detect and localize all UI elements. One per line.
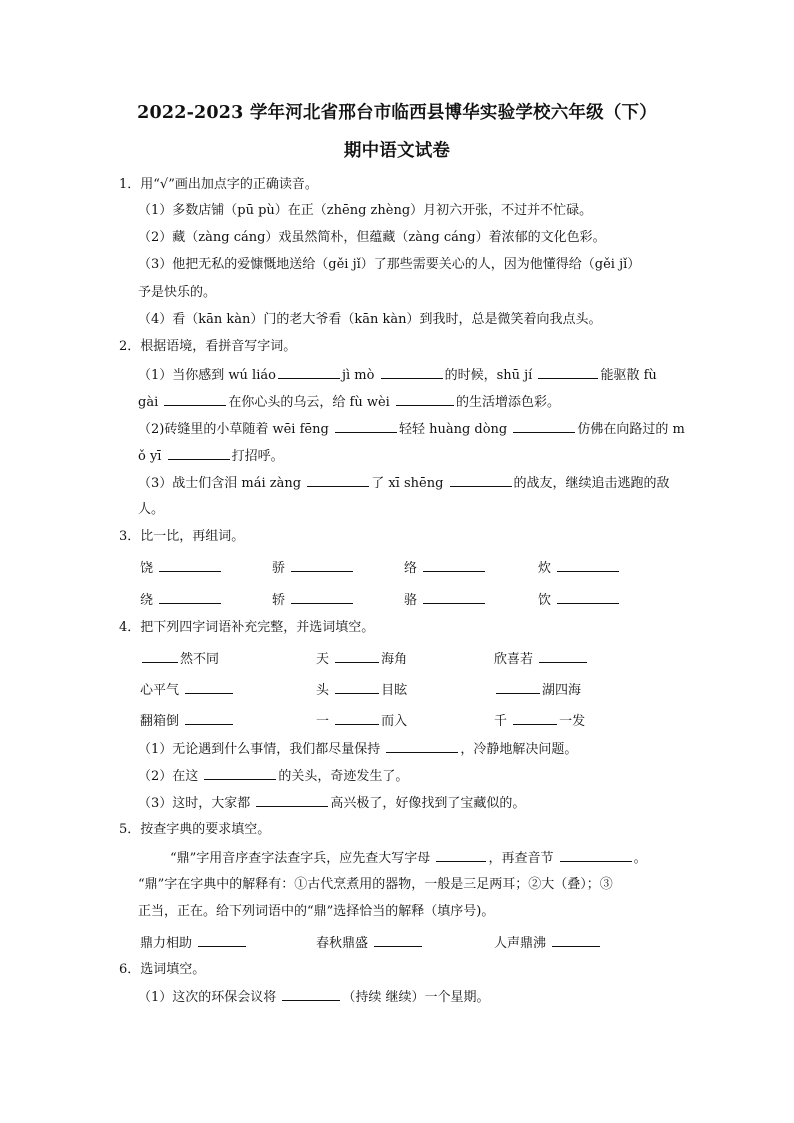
q1-item-1: （1）多数店铺（pū pù）在正（zhēng zhèng）月初六开张，不过并不忙碌。 [138, 203, 593, 218]
q1-item-2: （2）藏（zàng cáng）戏虽然简朴，但蕴藏（zàng cáng）着浓郁的文化色彩。 [138, 230, 606, 245]
q2-text: jì mò [341, 368, 375, 383]
answer-blank[interactable] [396, 393, 454, 406]
q2-text: 的生活增添色彩。 [455, 395, 560, 410]
q5-text: 人声鼎沸 [494, 936, 547, 951]
answer-blank[interactable] [557, 591, 619, 604]
answer-blank[interactable] [291, 591, 353, 604]
q2-text: 了 xī shēng [371, 476, 444, 491]
answer-blank[interactable] [198, 934, 246, 947]
q4-text: 而入 [381, 714, 408, 729]
q4-idiom [494, 679, 581, 698]
answer-blank[interactable] [423, 591, 485, 604]
answer-blank[interactable] [185, 712, 233, 725]
q3-item [404, 557, 487, 576]
q4-sentence-3 [138, 794, 525, 813]
answer-blank[interactable] [159, 559, 221, 572]
answer-blank[interactable] [335, 712, 379, 725]
q3-char: 络 [404, 561, 418, 576]
answer-blank[interactable] [185, 681, 233, 694]
q2-text: 的战友，继续追击逃跑的敌 [513, 476, 670, 491]
q3-item [538, 557, 621, 576]
q4-idiom [316, 710, 407, 729]
q4-text: 千 [494, 714, 508, 729]
answer-blank[interactable] [436, 849, 486, 862]
q3-item [140, 557, 223, 576]
q2-line-6: 人。 [138, 502, 165, 517]
q3-stem: 3．比一比，再组词。 [119, 529, 245, 544]
answer-blank[interactable] [381, 366, 443, 379]
q2-text: ǒ yī [138, 449, 162, 464]
q3-item [140, 589, 223, 608]
q4-text: （2）在这 [138, 769, 199, 784]
answer-blank[interactable] [513, 420, 575, 433]
q4-text: 高兴极了，好像找到了宝藏似的。 [330, 796, 526, 811]
q5-para-3: 正当，正在。给下列词语中的“鼎”选择恰当的解释（填序号)。 [138, 904, 495, 919]
q3-char: 骆 [404, 593, 418, 608]
q4-idiom [494, 648, 589, 667]
answer-blank[interactable] [496, 681, 540, 694]
q3-item [538, 589, 621, 608]
q6-text: （1）这次的环保会议将 [138, 990, 277, 1005]
q4-idiom [316, 679, 407, 698]
q4-text: 的关头，奇迹发生了。 [278, 769, 409, 784]
q4-text: ，冷静地解决问题。 [460, 742, 578, 757]
answer-blank[interactable] [374, 934, 422, 947]
answer-blank[interactable] [450, 474, 512, 487]
q4-text: 一 [316, 714, 330, 729]
q4-text: 心平气 [140, 683, 180, 698]
answer-blank[interactable] [539, 650, 587, 663]
q4-idiom [140, 648, 219, 667]
q4-stem: 4．把下列四字词语补充完整，并选词填空。 [119, 620, 375, 635]
answer-blank[interactable] [335, 420, 397, 433]
answer-blank[interactable] [552, 934, 600, 947]
q4-text: 然不同 [180, 652, 220, 667]
q5-text: “鼎”字用音序查字法查字兵，应先查大写字母 [170, 851, 431, 866]
q6-sentence-1 [138, 988, 490, 1007]
q2-line-1 [138, 366, 657, 385]
q5-stem: 5．按查字典的要求填空。 [119, 822, 271, 837]
q2-text: 打招呼。 [231, 449, 284, 464]
answer-blank[interactable] [538, 366, 598, 379]
q3-char: 轿 [272, 593, 286, 608]
answer-blank[interactable] [513, 712, 557, 725]
q4-text: （1）无论遇到什么事情，我们都尽量保持 [138, 742, 381, 757]
answer-blank[interactable] [335, 681, 379, 694]
q5-text: 鼎力相助 [140, 936, 193, 951]
q4-text: （3）这时，大家都 [138, 796, 251, 811]
q3-char: 饶 [140, 561, 154, 576]
q2-line-4 [138, 447, 284, 466]
q4-text: 头 [316, 683, 330, 698]
answer-blank[interactable] [386, 740, 458, 753]
q4-sentence-2 [138, 767, 408, 786]
answer-blank[interactable] [256, 794, 328, 807]
q4-text: 天 [316, 652, 330, 667]
q5-para-2: “鼎”字在字典中的解释有：①古代烹煮用的器物，一般是三足两耳；②大（叠）；③ [138, 877, 613, 892]
q3-item [272, 589, 355, 608]
q5-text: 春秋鼎盛 [316, 936, 369, 951]
q2-line-2 [138, 393, 560, 412]
q2-text: 能驱散 fù [600, 368, 657, 383]
q5-word [316, 932, 424, 951]
q4-idiom [140, 710, 235, 729]
q3-char: 炊 [538, 561, 552, 576]
q4-text: 海角 [381, 652, 408, 667]
answer-blank[interactable] [423, 559, 485, 572]
answer-blank[interactable] [204, 767, 276, 780]
q5-word [494, 932, 602, 951]
answer-blank[interactable] [142, 650, 178, 663]
q1-item-3: （3）他把无私的爱慷慨地送给（gěi jǐ）了那些需要关心的人，因为他懂得给（gěi jǐ） [138, 257, 641, 272]
answer-blank[interactable] [278, 366, 340, 379]
q2-text: 仿佛在向路过的 m [577, 422, 685, 437]
answer-blank[interactable] [335, 650, 379, 663]
q5-para-1 [170, 849, 647, 868]
q2-text: （2)砖缝里的小草随着 wēi fēng [138, 422, 329, 437]
q4-idiom [140, 679, 235, 698]
q2-stem: 2．根据语境，看拼音写字词。 [119, 339, 297, 354]
q1-stem: 1．用“√”画出加点字的正确读音。 [119, 177, 318, 192]
q4-sentence-1 [138, 740, 577, 759]
q2-text: 的时候，shū jí [444, 368, 533, 383]
answer-blank[interactable] [282, 988, 340, 1001]
answer-blank[interactable] [307, 474, 369, 487]
answer-blank[interactable] [557, 559, 619, 572]
answer-blank[interactable] [291, 559, 353, 572]
answer-blank[interactable] [164, 393, 226, 406]
exam-title-line2: 期中语文试卷 [343, 141, 451, 161]
q4-text: 翻箱倒 [140, 714, 180, 729]
q6-stem: 6．选词填空。 [119, 962, 206, 977]
q2-text: （3）战士们含泪 mái zàng [138, 476, 302, 491]
q4-text: 湖四海 [542, 683, 582, 698]
answer-blank[interactable] [560, 849, 632, 862]
q4-idiom [316, 648, 407, 667]
q5-text: ，再查音节 [488, 851, 554, 866]
q3-char: 饮 [538, 593, 552, 608]
exam-title-line1: 2022-2023 学年河北省邢台市临西县博华实验学校六年级（下） [137, 103, 657, 123]
q5-word [140, 932, 248, 951]
q2-line-3 [138, 420, 685, 439]
q4-text: 目眩 [381, 683, 408, 698]
answer-blank[interactable] [159, 591, 221, 604]
q2-line-5 [138, 474, 670, 493]
q3-char: 骄 [272, 561, 286, 576]
q2-text: 轻轻 huàng dòng [398, 422, 508, 437]
q4-text: 一发 [559, 714, 586, 729]
q1-item-4: （4）看（kān kàn）门的老大爷看（kān kàn）到我时，总是微笑着向我点头。 [138, 312, 602, 327]
q3-char: 绕 [140, 593, 154, 608]
q1-item-3-cont: 予是快乐的。 [138, 285, 217, 300]
answer-blank[interactable] [168, 447, 230, 460]
q6-text: （持续 继续）一个星期。 [342, 990, 490, 1005]
q3-item [272, 557, 355, 576]
q4-idiom [494, 710, 585, 729]
q2-text: gài [138, 395, 159, 410]
q4-text: 欣喜若 [494, 652, 534, 667]
q5-text: 。 [633, 851, 647, 866]
q3-item [404, 589, 487, 608]
q2-text: （1）当你感到 wú liáo [138, 368, 276, 383]
q2-text: 在你心头的乌云，给 fù wèi [228, 395, 390, 410]
